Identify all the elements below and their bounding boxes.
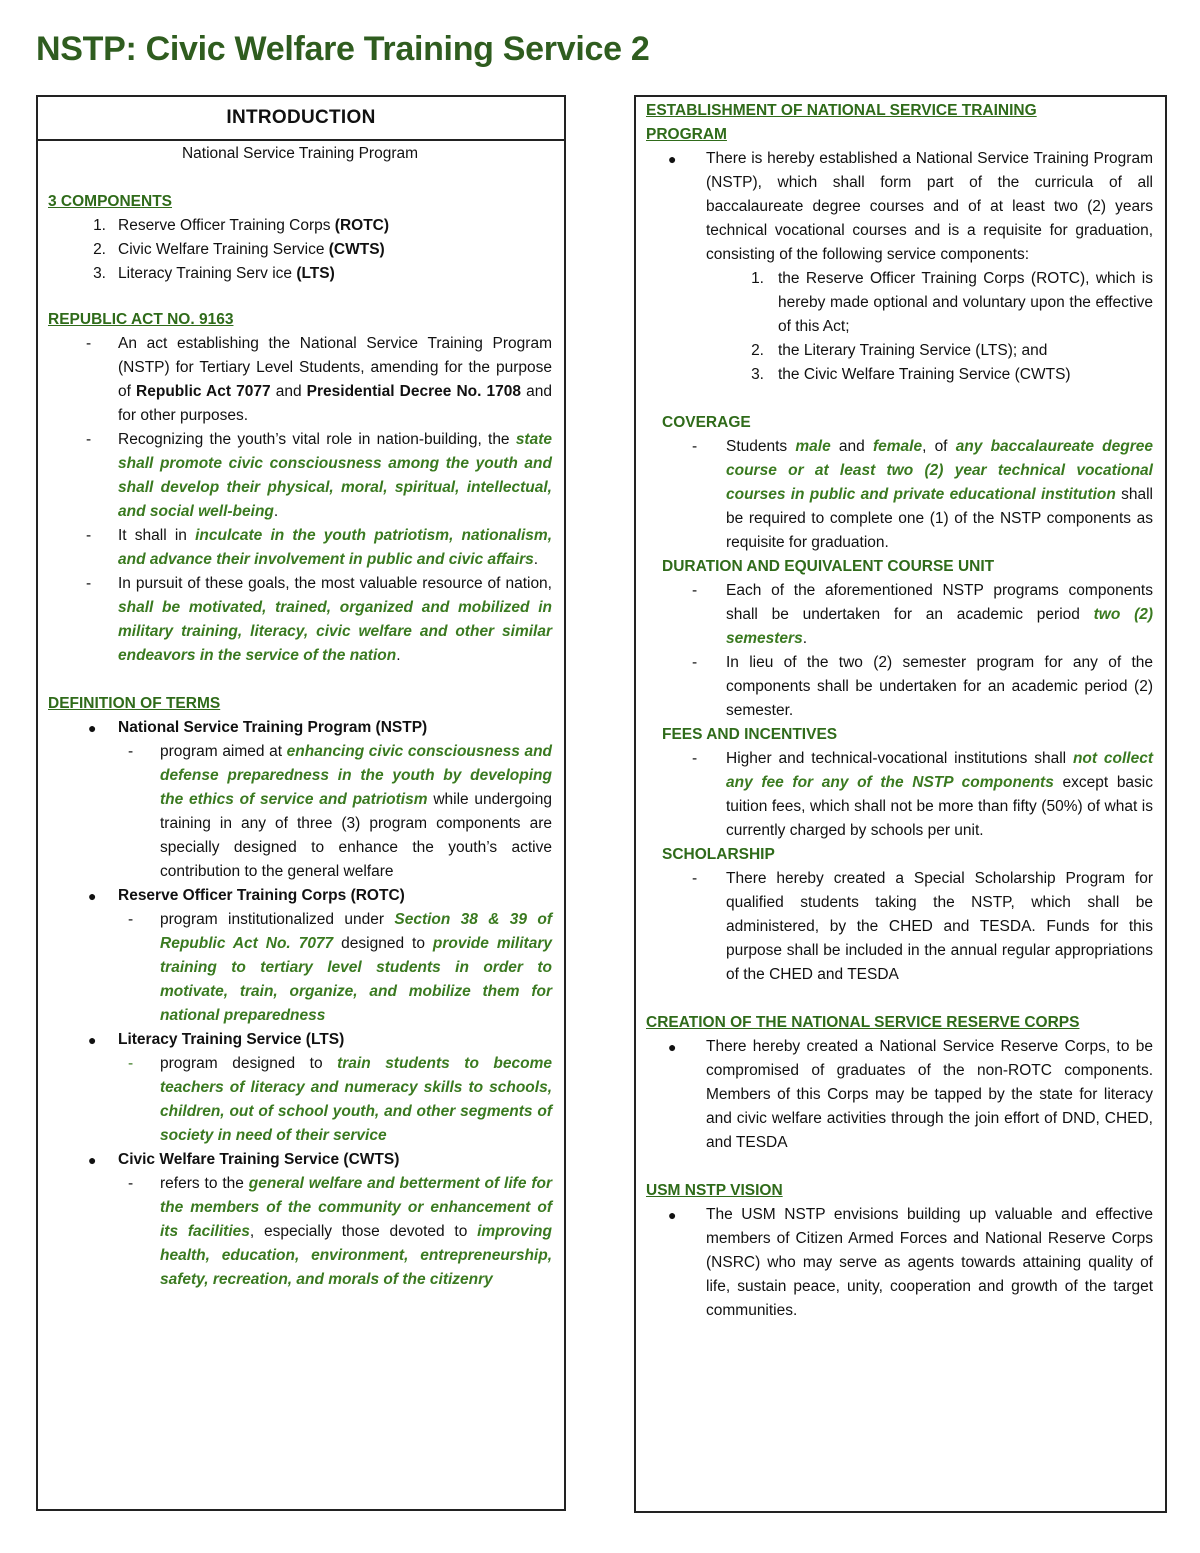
vision-paragraph: ● The USM NSTP envisions building up valuable and effective members of Citizen Armed Forces and National Reserve Corps (NSRC) who may serve as agents towards attaining quality of life, sustain peace, unity, cooperation and growth of the target communities. [646, 1203, 1153, 1323]
scholarship-heading: SCHOLARSHIP [662, 846, 775, 863]
nstp-details-panel [634, 95, 1167, 1513]
terms-heading: DEFINITION OF TERMS [48, 695, 221, 712]
term-item: ● Literacy Training Service (LTS) [48, 1028, 552, 1052]
introduction-panel [36, 95, 566, 1511]
component-item: 1. Reserve Officer Training Corps (ROTC) [93, 217, 390, 234]
bullet-icon: ● [88, 888, 97, 904]
vision-heading: USM NSTP VISION [646, 1182, 783, 1199]
establishment-item: 3. the Civic Welfare Training Service (CWTS) [751, 366, 1071, 383]
bullet-icon: ● [668, 1207, 677, 1223]
bullet-icon: ● [88, 1032, 97, 1048]
ra-paragraph: - It shall in inculcate in the youth patriotism, nationalism, and advance their involvement in public and civic affairs. [86, 527, 552, 568]
ra-paragraph: - Recognizing the youth’s vital role in nation-building, the state shall promote civic consciousness among the youth and shall develop their physical, moral, spiritual, intellectual, and social well-being. [86, 431, 552, 520]
bullet-icon: ● [88, 1152, 97, 1168]
ra-paragraph: - In pursuit of these goals, the most valuable resource of nation, shall be motivated, trained, organized and mobilized in military training, literacy, civic welfare and other similar endeavors in the service of the nation. [86, 575, 552, 664]
term-item: ● Reserve Officer Training Corps (ROTC) [48, 884, 552, 908]
term-item: ● Civic Welfare Training Service (CWTS) [48, 1148, 552, 1172]
term-item: ● National Service Training Program (NSTP) [48, 716, 552, 740]
term-definition: - program institutionalized under Section 38 & 39 of Republic Act No. 7077 designed to provide military training to tertiary level students in order to motivate, train, organize, and mobilize them for national preparedness [128, 911, 552, 1024]
coverage-heading: COVERAGE [662, 414, 751, 431]
page-title: NSTP: Civic Welfare Training Service 2 [36, 30, 650, 68]
bullet-icon: ● [668, 1039, 677, 1055]
fees-paragraph: - Higher and technical-vocational institutions shall not collect any fee for any of the NSTP components except basic tuition fees, which shall not be more than fifty (50%) of what is currently charged by schools per unit. [692, 750, 1153, 839]
establishment-item: 1. the Reserve Officer Training Corps (ROTC), which is hereby made optional and voluntary upon the effective of this Act; [751, 270, 1153, 335]
intro-subtitle: National Service Training Program [181, 145, 419, 162]
component-item: 2. Civic Welfare Training Service (CWTS) [93, 241, 385, 258]
establishment-heading: ESTABLISHMENT OF NATIONAL SERVICE TRAINING PROGRAM [646, 102, 1037, 143]
duration-paragraph: - In lieu of the two (2) semester program for any of the components shall be undertaken for an academic period (2) semester. [692, 654, 1153, 719]
term-definition: - refers to the general welfare and betterment of life for the members of the community or enhancement of its facilities, especially those devoted to improving health, education, environment, entrepreneurship, safety, recreation, and morals of the citizenry [128, 1175, 552, 1288]
term-definition: - program aimed at enhancing civic consciousness and defense preparedness in the youth by developing the ethics of service and patriotism while undergoing training in any of three (3) program components are specially designed to enhance the youth’s active contribution to the general welfare [128, 743, 553, 880]
corps-heading: CREATION OF THE NATIONAL SERVICE RESERVE CORPS [646, 1014, 1080, 1031]
component-item: 3. Literacy Training Serv ice (LTS) [93, 265, 335, 282]
corps-paragraph: ● There hereby created a National Service Reserve Corps, to be compromised of graduates of the non-ROTC components. Members of this Corps may be tapped by the state for literacy and civic welfare activities through the join effort of DND, CHED, and TESDA [646, 1035, 1153, 1155]
fees-heading: FEES AND INCENTIVES [662, 726, 838, 743]
establishment-paragraph: ● There is hereby established a National Service Training Program (NSTP), which shall form part of the curricula of all baccalaureate degree courses and of at least two (2) years technical vocational courses and is a requisite for graduation, consisting of the following service components: [646, 147, 1153, 267]
duration-paragraph: - Each of the aforementioned NSTP programs components shall be undertaken for an academic period two (2) semesters. [692, 582, 1154, 647]
bullet-icon: ● [88, 720, 97, 736]
coverage-paragraph: - Students male and female, of any baccalaureate degree course or at least two (2) year technical vocational courses in public and private educational institution shall be required to complete one (1) of the NSTP components as requisite for graduation. [692, 438, 1154, 551]
ra-paragraph: - An act establishing the National Service Training Program (NSTP) for Tertiary Level Students, amending for the purpose of Republic Act 7077 and Presidential Decree No. 1708 and for other purposes. [86, 335, 552, 424]
establishment-item: 2. the Literary Training Service (LTS); and [751, 342, 1048, 359]
components-heading: 3 COMPONENTS [48, 193, 173, 210]
ra-heading: REPUBLIC ACT NO. 9163 [48, 311, 234, 328]
introduction-header: INTRODUCTION [38, 97, 564, 141]
bullet-icon: ● [668, 151, 677, 167]
scholarship-paragraph: - There hereby created a Special Scholarship Program for qualified students taking the NSTP, which shall be administered, by the CHED and TESDA. Funds for this purpose shall be included in the annual regular appropriations of the CHED and TESDA [692, 870, 1153, 983]
duration-heading: DURATION AND EQUIVALENT COURSE UNIT [662, 558, 995, 575]
term-definition: - program designed to train students to become teachers of literacy and numeracy skills to schools, children, out of school youth, and other segments of society in need of their service [128, 1055, 553, 1144]
